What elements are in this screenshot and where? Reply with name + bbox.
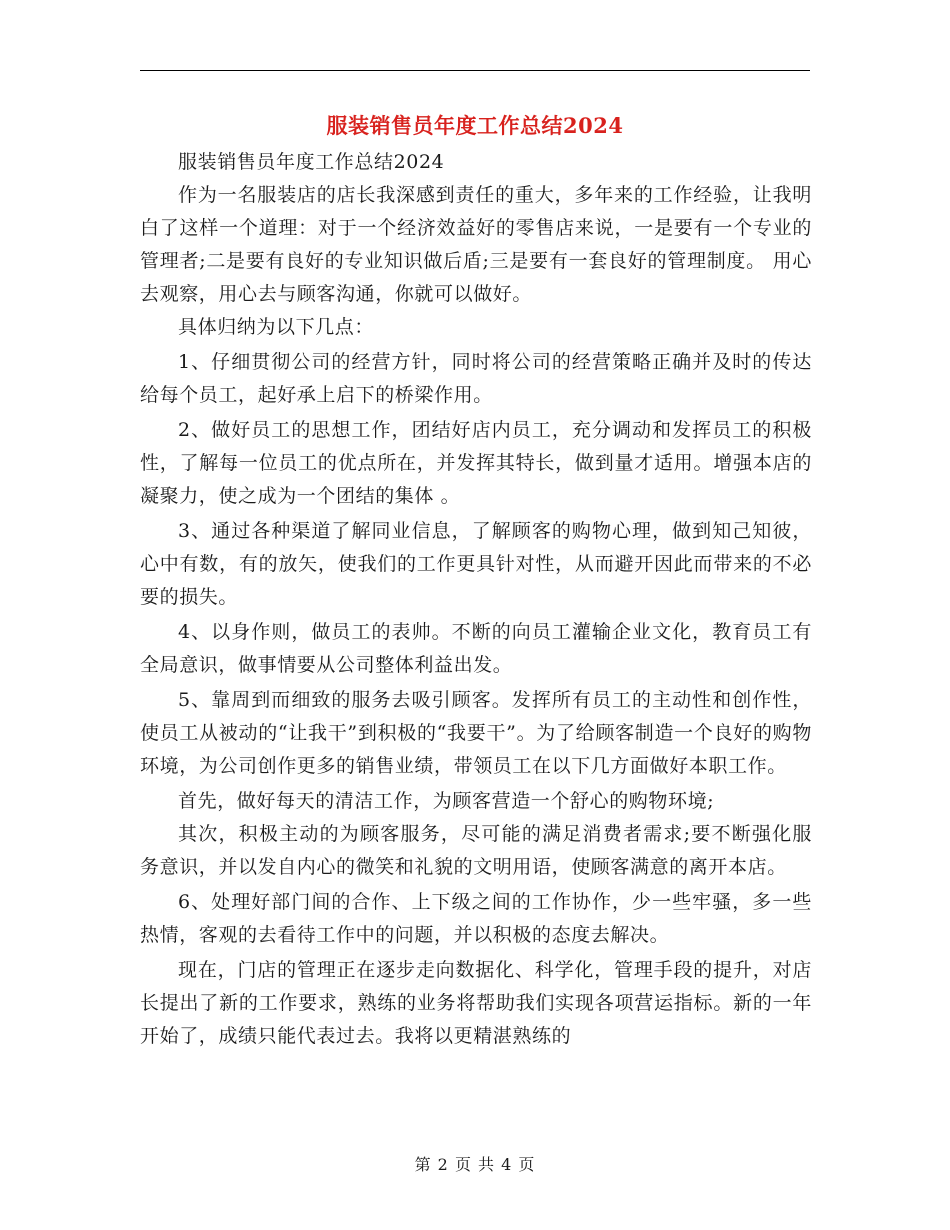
paragraph-summary-lead: 具体归纳为以下几点：: [178, 316, 375, 338]
page-number: 第 2 页 共 4 页: [414, 1155, 536, 1174]
paragraph-intro: 作为一名服装店的店长我深感到责任的重大，多年来的工作经验，让我明白了这样一个道理：对于一个经济效益好的零售店来说，一是要有一个专业的管理者;二是要有良好的专业知识做后盾;三是要有一套良好的管理制度。 用心去观察，用心去与顾客沟通，你就可以做好。: [140, 184, 812, 305]
paragraph-subtitle: 服装销售员年度工作总结2024: [178, 151, 445, 173]
paragraph-now: 现在，门店的管理正在逐步走向数据化、科学化，管理手段的提升，对店长提出了新的工作要求，熟练的业务将帮助我们实现各项营运指标。新的一年开始了，成绩只能代表过去。我将以更精湛熟练的: [140, 959, 812, 1047]
paragraph-point-5: 5、靠周到而细致的服务去吸引顾客。发挥所有员工的主动性和创作性，使员工从被动的“让我干”到积极的“我要干”。为了给顾客制造一个良好的购物环境，为公司创作更多的销售业绩，带领员工在以下几方面做好本职工作。: [140, 689, 812, 777]
paragraph-second: 其次，积极主动的为顾客服务，尽可能的满足消费者需求;要不断强化服务意识，并以发自内心的微笑和礼貌的文明用语，使顾客满意的离开本店。: [140, 823, 812, 878]
header-rule: [140, 70, 810, 71]
paragraph-point-3: 3、通过各种渠道了解同业信息，了解顾客的购物心理，做到知己知彼，心中有数，有的放矢，使我们的工作更具针对性，从而避开因此而带来的不必要的损失。: [140, 520, 812, 608]
paragraph-point-4: 4、以身作则，做员工的表帅。不断的向员工灌输企业文化，教育员工有全局意识，做事情要从公司整体利益出发。: [140, 621, 812, 676]
document-title: 服装销售员年度工作总结2024: [326, 113, 624, 138]
paragraph-point-2: 2、做好员工的思想工作，团结好店内员工，充分调动和发挥员工的积极性，了解每一位员工的优点所在，并发挥其特长，做到量才适用。增强本店的凝聚力，使之成为一个团结的集体 。: [140, 419, 812, 507]
paragraph-first: 首先，做好每天的清洁工作，为顾客营造一个舒心的购物环境;: [178, 790, 715, 812]
paragraph-point-1: 1、仔细贯彻公司的经营方针，同时将公司的经营策略正确并及时的传达给每个员工，起好承上启下的桥梁作用。: [140, 351, 812, 406]
document-body: [140, 146, 812, 1053]
paragraph-point-6: 6、处理好部门间的合作、上下级之间的工作协作，少一些牢骚，多一些热情，客观的去看待工作中的问题，并以积极的态度去解决。: [140, 891, 812, 946]
